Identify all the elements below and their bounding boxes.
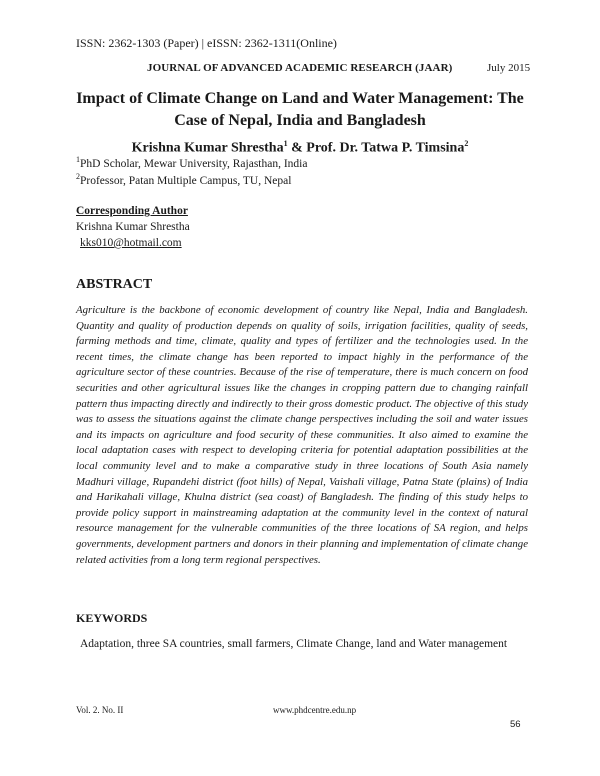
author-joiner: &: [287, 140, 307, 156]
author-2: Prof. Dr. Tatwa P. Timsina: [306, 140, 465, 156]
corresponding-author-email-link[interactable]: kks010@hotmail.com: [80, 237, 182, 249]
page-number: 56: [510, 719, 521, 730]
affiliation-2: [76, 172, 291, 187]
keywords-text: Adaptation, three SA countries, small farmers, Climate Change, land and Water management: [80, 638, 508, 650]
corresponding-author-name: Krishna Kumar Shrestha: [76, 221, 190, 233]
issue-date: July 2015: [487, 62, 531, 74]
issn-line: ISSN: 2362-1303 (Paper) | eISSN: 2362-1311(Online): [76, 36, 337, 50]
affiliation-2-text: Professor, Patan Multiple Campus, TU, Nepal: [80, 174, 292, 187]
affiliation-2-mark: 2: [76, 172, 80, 181]
author-line: [0, 139, 600, 157]
author-1-mark: 1: [283, 139, 288, 148]
title-line-1: Impact of Climate Change on Land and Water Management: The: [76, 90, 524, 107]
keywords-heading: KEYWORDS: [76, 611, 148, 625]
title-line-2: Case of Nepal, India and Bangladesh: [174, 112, 426, 129]
footer-volume: Vol. 2. No. II: [76, 705, 124, 715]
affiliation-1-text: PhD Scholar, Mewar University, Rajasthan, India: [80, 157, 308, 170]
paper-title: [60, 88, 540, 132]
author-2-mark: 2: [464, 139, 469, 148]
corresponding-author-heading: Corresponding Author: [76, 205, 188, 217]
affiliation-1-mark: 1: [76, 155, 80, 164]
journal-name: JOURNAL OF ADVANCED ACADEMIC RESEARCH (JAAR): [147, 62, 453, 74]
author-1: Krishna Kumar Shrestha: [131, 140, 284, 156]
abstract-body: Agriculture is the backbone of economic development of country like Nepal, India and Bangladesh. Quantity and quality of production depends on quality of soils, irrigation facilities, quality of seeds, farming methods and time, climate, quality and types of fertilizer and the technologies used. In the recent times, the climate change has been reported to impact highly in the performance of the agriculture sector of these countries. Because of the rise of temperature, there is much concern on food securities and other agricultural issues like the changes in cropping pattern due to changing rainfall pattern thus impacting directly and indirectly to their gross domestic product. The objective of this study was to assess the situations against the climate change perspectives including the soil and water issues and its impacts on agriculture and food security of these communities. It also aimed to examine the local adaptation cases with respect to developing criteria for potential adaptation possibilities at the local community level and to make a comparative study in three locations of South Asia namely Madhuri village, Rupandehi district (foot hills) of Nepal, Vaishali village, Patna State (plains) of India and Harikahali village, Khulna district (sea coast) of Bangladesh. The finding of this study helps to provide policy support in mainstreaming adaptation at the community level in the context of natural resource management for the vulnerable communities of the three locations of SA region, and helps governments, development partners and donors in their planning and implementation of climate change related activities from a long term regional perspectives.: [76, 304, 528, 566]
footer-website: www.phdcentre.edu.np: [273, 705, 357, 715]
affiliation-1: [76, 155, 307, 170]
abstract-heading: ABSTRACT: [76, 277, 153, 292]
